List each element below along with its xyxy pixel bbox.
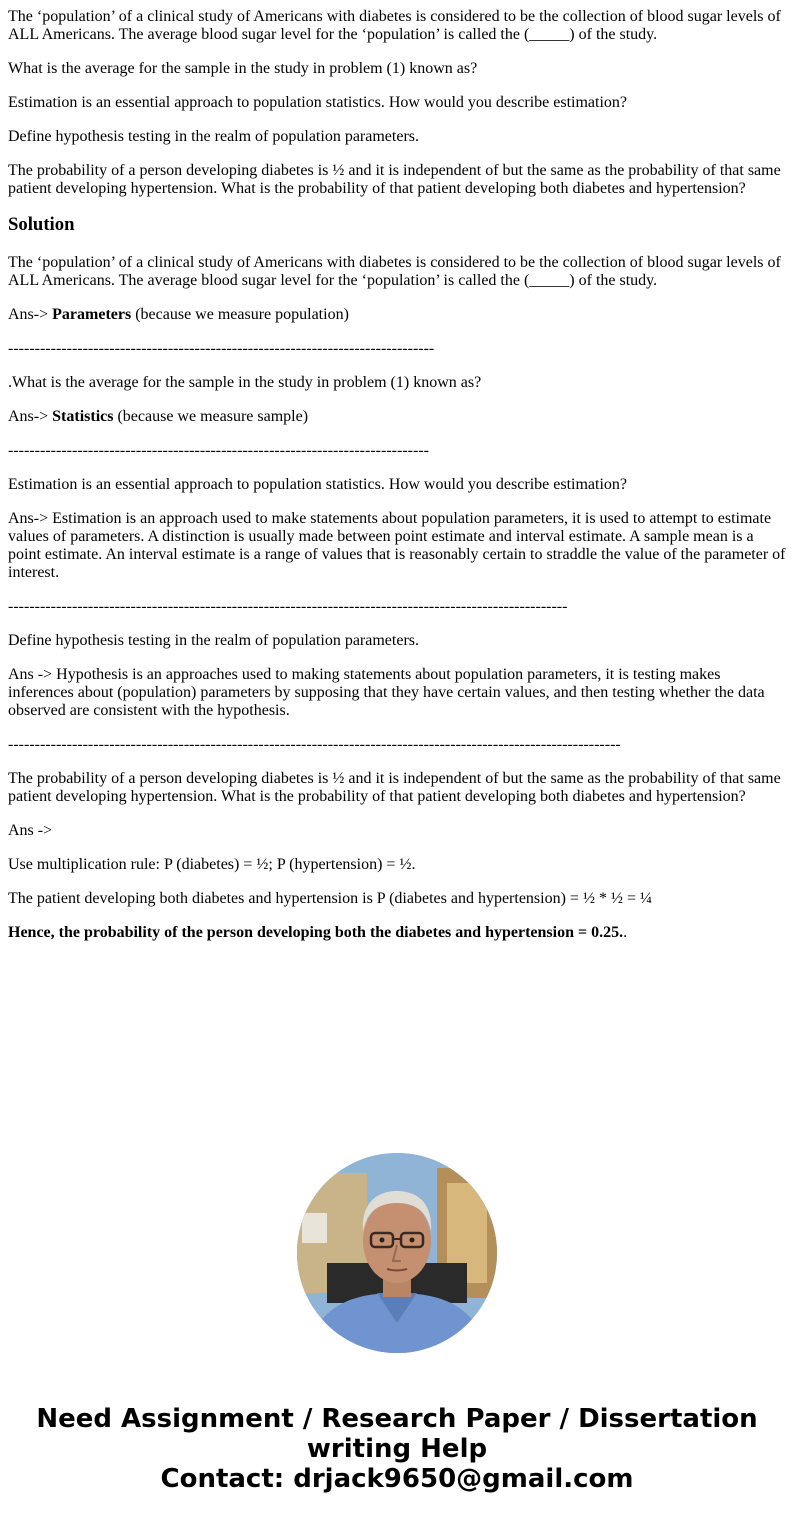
solution-3-answer: Ans-> Estimation is an approach used to make statements about population parameters, it is used to attempt to estimate values of parameters. A distinction is usually made between point estimate and interval estimate. A sample mean is a point estimate. An interval estimate is a range of values that is reasonably certain to straddle the value of the parameter of interest. [8, 510, 786, 581]
answer-prefix: Ans-> [8, 408, 53, 425]
promo-line-1: Need Assignment / Research Paper / Dissertation [36, 1404, 758, 1434]
divider: ------------------------------------------------------------------------------- [8, 442, 429, 459]
solution-heading: Solution [8, 214, 75, 235]
solution-2-answer [8, 408, 788, 426]
promo-line-2: writing Help [306, 1434, 488, 1464]
author-avatar [297, 1153, 497, 1353]
question-5: The probability of a person developing diabetes is ½ and it is independent of but the same as the probability of that same patient developing hypertension. What is the probability of that patient developing both diabetes and hypertension? [8, 162, 781, 197]
answer-keyword: Parameters [52, 306, 132, 323]
solution-4-answer: Ans -> Hypothesis is an approaches used to making statements about population parameters, it is testing makes inferences about (population) parameters by supposing that they have certain values, and then testing whether the data observed are consistent with the hypothesis. [8, 666, 765, 719]
solution-5-question: The probability of a person developing diabetes is ½ and it is independent of but the same as the probability of that same patient developing hypertension. What is the probability of that patient developing both diabetes and hypertension? [8, 770, 781, 805]
solution-1-question: The ‘population’ of a clinical study of Americans with diabetes is considered to be the collection of blood sugar levels of ALL Americans. The average blood sugar level for the ‘population’ is called the (_____) of the study. [8, 254, 781, 289]
answer-keyword: Statistics [52, 408, 114, 425]
solution-5-rule: Use multiplication rule: P (diabetes) = ½; P (hypertension) = ½. [8, 856, 416, 873]
solution-5-answer-label: Ans -> [8, 822, 53, 839]
promo-contact: Contact: drjack9650@gmail.com [160, 1464, 634, 1494]
divider: --------------------------------------------------------------------------------------------------------- [8, 598, 568, 615]
answer-note: (because we measure sample) [113, 408, 309, 425]
divider: -------------------------------------------------------------------------------- [8, 340, 435, 357]
question-3: Estimation is an essential approach to population statistics. How would you describe estimation? [8, 94, 627, 111]
solution-3-question: Estimation is an essential approach to population statistics. How would you describe estimation? [8, 476, 627, 493]
conclusion-tail: . [623, 924, 628, 941]
conclusion-text: Hence, the probability of the person developing both the diabetes and hypertension = 0.25. [8, 924, 624, 941]
solution-5-conclusion [8, 924, 788, 942]
question-2: What is the average for the sample in the study in problem (1) known as? [8, 60, 478, 77]
question-1: The ‘population’ of a clinical study of Americans with diabetes is considered to be the collection of blood sugar levels of ALL Americans. The average blood sugar level for the ‘population’ is called the (_____) of the study. [8, 8, 781, 43]
promo-banner [0, 1404, 794, 1494]
solution-2-question: .What is the average for the sample in the study in problem (1) known as? [8, 374, 482, 391]
solution-1-answer [8, 306, 788, 324]
question-4: Define hypothesis testing in the realm of population parameters. [8, 128, 419, 145]
solution-4-question: Define hypothesis testing in the realm of population parameters. [8, 632, 419, 649]
answer-prefix: Ans-> [8, 306, 53, 323]
portrait-image [297, 1153, 497, 1353]
divider: ------------------------------------------------------------------------------------------------------------------- [8, 736, 621, 753]
answer-note: (because we measure population) [131, 306, 349, 323]
solution-5-calculation: The patient developing both diabetes and hypertension is P (diabetes and hypertension) = ½ * ½ = ¼ [8, 890, 652, 907]
document-body [8, 8, 788, 958]
